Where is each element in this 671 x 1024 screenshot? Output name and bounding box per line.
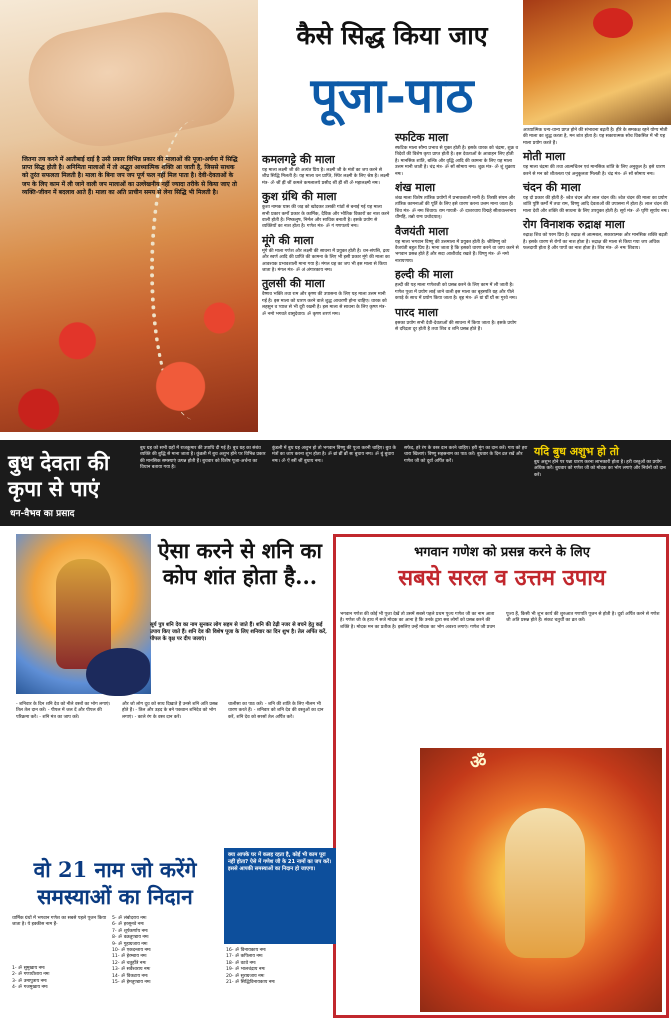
name-item: 21- ॐ सिद्धिविनायकाय नमः (226, 980, 275, 986)
name-item: 13- ॐ सर्वेश्वराय नमः (112, 967, 151, 973)
shani-list-3: चालीसा का पाठ करें। - शनि की शांति के लिए नीलम भी धारण करते हैं। - शनिवार को शनि देव की वस्तुओं का दान करें, शनि देव को सरसों तेल अर्पित करें। (228, 702, 324, 720)
section-heading: मूंगे की माला (262, 233, 314, 247)
ganesh-figure (505, 808, 585, 958)
hero-intro-text: जितना तय करने में आतीबाई दाई है उसी प्रकार विभिन्न प्रकार की मालाओं की पूजा-अर्चना में सिद्धि प्राप्त सिद्ध होती है। अनिमिता मालाओं में तो अद्भुत आध्यात्मिक शक्ति आ जाती है, जिससे साधक को तुरंत सफलता मिलती है। माला के बिना जप जप पूर्ण फल नहीं मिल पाता है। देवी-देवताओं के जप के लिए काम में ली जाने वाली जप मालाओं का उल्लेखनीय नहीं ज्यादा तरीके से किया जाए तो व्यक्ति-जीवन में बदलाव आते हैं। माला का अति प्राचीन समय से लेना सिद्धि भी मिलती है। (22, 156, 238, 196)
name-item: 11- ॐ हेरम्बाय नमः (112, 954, 147, 960)
ganesh-image (420, 748, 662, 1012)
shani-headline: ऐसा करने से शनि का कोप शांत होता है... (157, 538, 322, 589)
name-item: 9- ॐ गुहाग्रजाय नमः (112, 941, 148, 947)
section-text: रुद्राक्ष शिव को परम प्रिय है। रुद्राक्ष से आत्मबल, सकारात्मक और मानसिक शक्ति बढ़ती है। इसके धारण से रोगों का नाश होता है। रुद्राक्ष की माला से किया गया जप अधिक फलदायी होता है और पापों का नाश होता है। शिव मंत्र- ॐ नमः शिवाय। (523, 233, 668, 252)
headline-big: पूजा-पाठ (310, 68, 474, 124)
section-heading: रोग विनाशक रुद्राक्ष माला (523, 218, 625, 232)
name-item: 18- ॐ वटवे नमः (226, 960, 256, 966)
name-item: 3- ॐ उमापुत्राय नमः (12, 978, 47, 984)
column-2 (395, 128, 519, 335)
flowers-photo (0, 280, 258, 432)
section-heading: हल्दी की माला (395, 268, 453, 282)
hero-photo (0, 0, 258, 432)
section-text: हल्दी की यह माला गणेशजी को प्रसन्न करने के लिए काम में ली जाती है। गणेश पूजा में प्रयोग लाई जाने वाली इस माला का बृहस्पति ग्रह और पीले कपड़े के साथ में प्रयोग किया जाता है। बृह मंत्र- ॐ ग्रां ग्रीं ग्रौं सः गुरवे नमः। (395, 283, 518, 302)
names-list-1 (12, 966, 112, 992)
name-item: 6- ॐ हरसूनवे नमः (112, 922, 144, 928)
section-heading: स्फटिक माला (395, 131, 449, 144)
name-item: 7- ॐ शूर्पकर्णाय नमः (112, 928, 148, 934)
ganesh-text: भगवान गणेश की कोई भी पूजा देखें तो उसमें सबसे पहले प्रथम पूज्य गणेश जी का नाम आता है। गणेश जी के हाथ में सजे मोदक का आना है कि उनके द्वारा सब लोगों को प्रसन्न करने की शक्ति है। मोदक मन का प्रतीक है। इसलिए उन्हें मोदक का भोग अवश्य लगाएं। गणेश जी प्रथम पूज्य हैं, किसी भी शुभ कार्य की शुरुआत गणपति पूजन से होती है। दूर्वा अर्पित करने से गणेश जी अति प्रसन्न होते हैं। संकट चतुर्थी का व्रत करें। (340, 612, 660, 630)
section-text: शंख माला विशेष तांत्रिक प्रयोगों में प्रभावशाली मानी है। तिरछी संयम और तांत्रिक कामनाओं की पूर्ति के लिए इसे धारण करना उत्तम माना जाता है। शिव मंत्र- ॐ नमः शिवाय। राम गायत्री- ॐ दाशरथाय विद्महे सीतावल्लभाय धीमहि, तन्नो रामः प्रचोदयात्। (395, 196, 517, 221)
section-text: यह माला चंद्रमा की तथा आत्मचिंतन एवं मानसिक शांति के लिए अनुकूल है। इसे धारण करने से मन को शीतलता एवं अनुकूलता मिलती है। चंद्र मंत्र- ॐ सों सोमाय नमः। (523, 165, 665, 177)
name-item: 16- ॐ विनायकाय नमः (226, 948, 266, 953)
name-item: 4- ॐ गजमुखाय नमः (12, 985, 48, 991)
column-3 (523, 128, 669, 254)
section-heading: तुलसी की माला (262, 277, 325, 291)
crow-image (86, 648, 150, 696)
sadhu-photo (523, 0, 671, 125)
names-list-2 (112, 916, 222, 986)
section-heading: कुश ग्रंथि की माला (262, 190, 337, 204)
name-item: 2- ॐ गणाधीशाय नमः (12, 972, 50, 978)
budh-text-1: बुध ग्रह को सभी ग्रहों में राजकुमार की उपाधि दी गई है। बुध ग्रह का संबंध व्यक्ति की बुद्धि से माना जाता है। कुंडली में बुध अशुभ होने पर विभिन्न प्रकार की मानसिक समस्याएं उत्पन्न होती हैं। बुधवार को विशेष पूजा-अर्चना का विधान बताया गया है। (140, 446, 266, 471)
budh-headline: बुध देवता की कृपा से पाएं (8, 450, 110, 501)
names-blue-box: क्या आपके घर में कलह रहता है, कोई भी काम पूरा नहीं होता? ऐसे में गणेश जी के 21 नामों का जप करें। इससे आपकी समस्याओं का निदान हो जाएगा। (224, 848, 336, 944)
section-heading: शंख माला (395, 181, 436, 195)
section-text: स्फटिक माला सौम्य प्रभाव से युक्त होती है। इसके धारक को चंद्रमा, शुक्र व त्रिदेवों की विशेष कृपा प्राप्त होती है। इस देवताओं के आवाहन लिए होती है। मानसिक शांति, बल्कि और वृद्धि आदि की कामना के लिए यह माला उत्तम मानी जाती है। चंद्र मंत्र- ॐ सों सोमाय नमः। शुक्र मंत्र- ॐ शुं शुक्राय नमः। (395, 146, 519, 177)
om-symbol: ॐ (470, 752, 487, 773)
shani-list-1: - शनिवार के दिन शनि देव को नीले वस्त्रों का भोग लगाएं। तिल तेल दान करें। - पीपल में जल दें और पीपल की परिक्रमा करें। - शनि मंत्र का जाप करें। (16, 702, 111, 720)
section-heading: चंदन की माला (523, 181, 581, 195)
section-text: इसका प्रयोग सभी देवी-देवताओं की साधना में किया जाता है। इसके प्रयोग से दरिद्रता दूर होती है तथा शिव व शनि प्रसन्न होते हैं। (395, 320, 517, 332)
names-intro: धार्मिक ग्रंथों में भगवान गणेश का सबसे पहले पूजन किया जाता है। ये इक्कीस नाम हैं- (12, 916, 107, 928)
shani-body: सूर्य पुत्र शनि देव का नाम सुनकर लोग सहम से जाते हैं। शनि की टेढ़ी नजर से बचने हेतु कई उपाय किए जाते हैं। शनि देव की विशेष पूजा के लिए शनिवार का दिन शुभ है। तेल अर्पित करें, पीपल के वृक्ष पर दीप जलाएं। (150, 622, 327, 642)
name-item: 14- ॐ विकटाय नमः (112, 973, 148, 979)
turban-shape (593, 8, 633, 38)
budh-text-3: सफेद, हरे रंग के वस्त्र दान करने चाहिए। हरी मूंग का दान करें। गाय को हरा चारा खिलाएं। विष्णु सहस्रनाम का पाठ करें। बुधवार के दिन व्रत रखें और गणेश जी को दूर्वा अर्पित करें। (404, 446, 528, 464)
column-1 (262, 150, 390, 320)
budh-band (0, 440, 671, 526)
section-text: यह माला लक्ष्मी जी की अत्यंत प्रिय है। लक्ष्मी जी के मंत्रों का जप करने से शीघ्र सिद्धि मिलती है। यह माला धन प्राप्ति, स्थिर लक्ष्मी के लिए श्रेष्ठ है। लक्ष्मी मंत्र- ॐ श्रीं ह्रीं श्रीं कमले कमलालये प्रसीद श्रीं ह्रीं श्रीं ॐ महालक्ष्म्यै नमः। (262, 168, 390, 186)
section-heading: मोती माला (523, 150, 566, 164)
section-text: मूंगे की माला गणेश और लक्ष्मी की साधना में प्रयुक्त होती है। धन-संपत्ति, द्रव्य और स्वर्ण आदि की प्राप्ति की कामना के लिए भी इसी प्रकार मूंगे की माला का आवश्यक प्रभावशाली माना गया है। मंगल ग्रह का जप भी इस माला से किया जाता है। मंगल मंत्र- ॐ अं अंगारकाय नमः। (262, 248, 390, 274)
section-text: यह माला भगवान विष्णु की उत्तमाला में प्रयुक्त होती है। श्रीविष्णु को वैजयंती बहुत प्रिय है। माना जाता है कि इसको धारण करने वा जाप करने से भगवान प्रसन्न होते हैं और सदा आशीर्वाद रखते हैं। विष्णु मंत्र- ॐ नमो नारायणाय। (395, 239, 519, 264)
name-item: 12- ॐ चतुर्होत्रे नमः (112, 960, 146, 966)
ganesh-heading-1: भगवान गणेश को प्रसन्न करने के लिए (414, 545, 590, 560)
section-heading: कमलगट्टे की माला (262, 153, 335, 166)
budh-text-2: कुंडली में बुध ग्रह अशुभ हो तो भगवान विष्णु की पूजा करनी चाहिए। बुध के मंत्रों का जाप करना शुभ होता है। ॐ ब्रां ब्रीं ब्रौं सः बुधाय नमः। ॐ बुं बुधाय नमः। ॐ ऐं स्त्रीं श्रीं बुधाय नमः। (272, 446, 396, 464)
name-item: 20- ॐ सुराग्रजाय नमः (226, 973, 265, 979)
name-item: 17- ॐ कपिलाय नमः (226, 954, 263, 960)
ganesh-heading-2: सबसे सरल व उत्तम उपाय (398, 565, 606, 591)
section-heading: वैजयंती माला (395, 224, 449, 238)
shani-list-2: और जो लोग दूध को साथ दिखाते हैं उनसे शनि अति प्रसन्न होते हैं। - तिल और उड़द के बने पकवान शनिदेव को भोग लगाएं। - काले रंग के वस्त्र दान करें। (122, 702, 218, 720)
section-text: वैष्णव भक्ति तथा राम और कृष्ण की उपासना के लिए यह माला उत्तम मानी गई है। इस माला को धारण करने वाले शुद्ध आचरणी होना चाहिए। धारक को लहसुन व प्याज से भी दूरी रखनी है। इस माला से साधना के लिए कृष्ण मंत्र- ॐ नमो भगवते वासुदेवाय। ॐ कृष्ण शरणं ममः। (262, 292, 387, 317)
section-text: यह दो प्रकार की होती है- श्वेत चंदन और लाल चंदन की। श्वेत चंदन की माला का प्रयोग शांति पुष्टि कर्मों में तथा राम, विष्णु आदि देवताओं की उपासना में होता है। लाल चंदन की माला देवी और शक्ति की साधना के लिए उपयुक्त होती है। सूर्य मंत्र- ॐ घृणि सूर्याय नमः। (523, 196, 669, 214)
names-headline: वो 21 नाम जो करेंगे समस्याओं का निदान (33, 857, 197, 909)
section-text: कुशा नामक घास की जड़ को खोदकर उसकी गांठों से बनाई गई यह माला सभी प्रकार कर्मों प्रकार के कार्मिक, दैविक और भौतिक विकारों का नाश करने वाली होती है। निष्कलुष, निर्मल और साधिक बनाती है। इसके प्रयोग से व्यक्तियों का नाश होता है। गणेश मंत्र- ॐ गं गणपतये नमः। (262, 205, 390, 230)
name-item: 15- ॐ हेमतुण्डाय नमः (112, 980, 151, 986)
name-item: 10- ॐ एकदन्ताय नमः (112, 948, 151, 954)
name-item: 5- ॐ लंबोदराय नमः (112, 916, 147, 921)
name-item: 19- ॐ भालचंद्राय नमः (226, 967, 266, 973)
budh-remedy-heading: यदि बुध अशुभ हो तो (534, 445, 619, 458)
name-item: 8- ॐ वक्रतुण्डाय नमः (112, 935, 149, 941)
headline-small: कैसे सिद्ध किया जाए (296, 21, 488, 50)
names-list-3 (226, 948, 336, 986)
section-text: आध्यात्मिक धन्य-धान्य प्राप्त होने की संभावना बढ़ती है। हीरे के समकक्ष रहने योग्य मोती की माला का शुद्ध करता है, मन शांत होता है। यह सकारात्मक सोच विकसित में भी यह माला प्रयोग करते हैं। (523, 128, 668, 146)
name-item: 1- ॐ सुमुखाय नमः (12, 966, 45, 971)
section-heading: पारद माला (395, 305, 439, 319)
budh-text-4: बुध अशुभ होने पर पन्ना धारण करना लाभकारी होता है। हरी वस्तुओं का प्रयोग अधिक करें। बुधवार को गणेश जी को मोदक का भोग लगाएं और निर्धनों को दान करें। (534, 460, 666, 478)
budh-subheadline: धन-वैभव का प्रसाद (10, 509, 75, 519)
